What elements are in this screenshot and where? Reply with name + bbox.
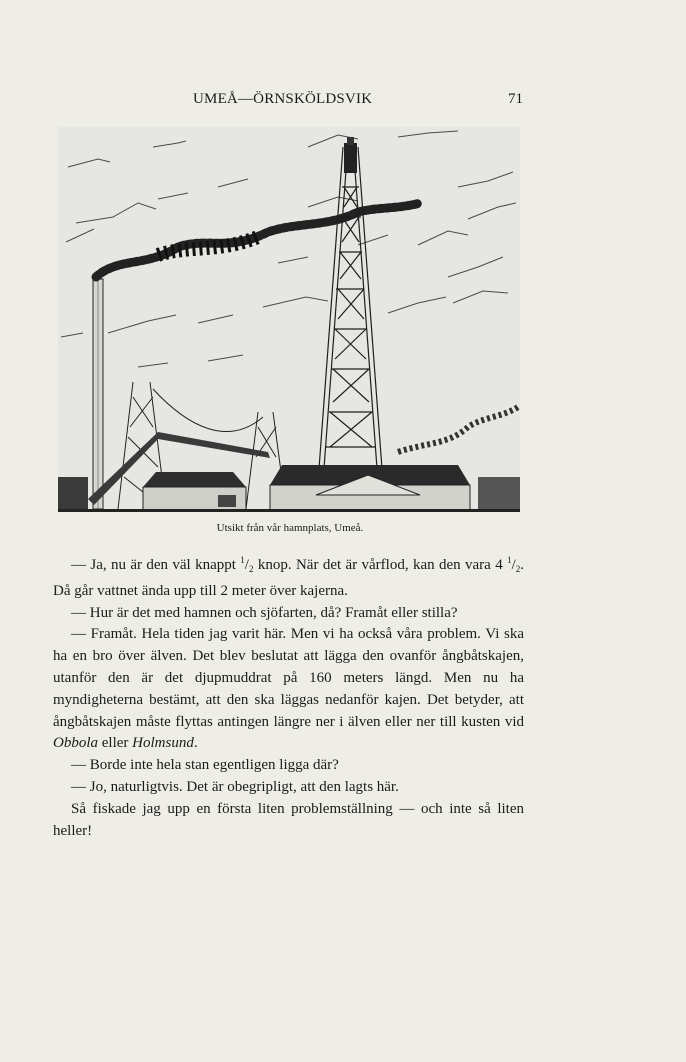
body-text — [53, 550, 524, 842]
harbor-illustration — [58, 127, 520, 512]
paragraph-5: — Jo, naturligtvis. Det är obegripligt, att den lagts här. — [71, 778, 399, 795]
figure-caption: Utsikt från vår hamnplats, Umeå. — [216, 522, 364, 534]
paragraph-3: — Framåt. Hela tiden jag varit här. Men vi ha också våra problem. Vi ska ha en bro över älven. Det blev beslutat att lägga den ovanför ångbåtskajen, utanför den är det djupmuddrat på 160 meters längd. Men nu ha myndigheterna bestämt, att den ska läggas nedanför kajen. Det betyder, att ångbåtskajen måste flyttas antingen längre ner i älven eller ner till kusten vid Obbola eller Holmsund. — [53, 626, 524, 752]
paragraph-1: — Ja, nu är den väl knappt $^1/_2$ knop. När det är vårflod, kan den vara 4 $^1/_2$. Då går vattnet ända upp till 2 meter över kajerna. — [53, 555, 524, 599]
page-number: 71 — [508, 91, 523, 107]
paragraph-2: — Hur är det med hamnen och sjöfarten, då? Framåt eller stilla? — [71, 604, 458, 621]
running-header: UMEÅ—ÖRNSKÖLDSVIK — [193, 91, 373, 107]
paragraph-6: Så fiskade jag upp en första liten problemställning — och inte så liten heller! — [53, 800, 524, 839]
paragraph-4: — Borde inte hela stan egentligen ligga där? — [71, 757, 339, 774]
